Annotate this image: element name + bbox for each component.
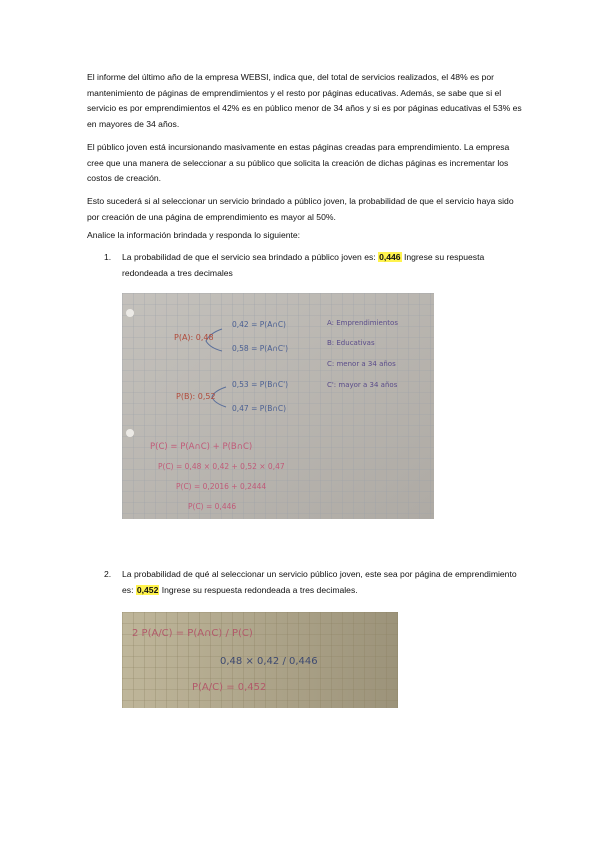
question-text [122,250,524,281]
condition-paragraph: Esto sucederá si al seleccionar un servicio brindado a público joven, la probabilidad de que el servicio haya sido por creación de una página de emprendimiento es mayor al 50%. [87,196,514,222]
tree-top-branch-2: 0,58 = P(A∩C') [232,344,289,353]
question-number: 2. [104,569,112,579]
answer-highlight: 0,446 [379,252,401,262]
question-2 [104,567,524,598]
handwritten-tree-photo [122,293,434,519]
legend-c-prime: C': mayor a 34 años [327,381,398,389]
tree-top-branch-1: 0,42 = P(A∩C) [232,320,286,329]
answer-highlight: 0,452 [136,584,159,595]
question-text [122,567,524,598]
question-prompt: La probabilidad de qué al seleccionar un servicio público joven, este sea por página de emprendimiento es: [122,569,517,595]
tree-top-root: P(A): 0,48 [174,333,214,342]
calc-line-3: P(C) = 0,2016 + 0,2444 [176,482,267,491]
legend-c: C: menor a 34 años [327,360,396,368]
intro-paragraph: El informe del último año de la empresa WEBSI, indica que, del total de servicios realizados, el 48% es por mantenimiento de páginas de emprendimientos y el resto por páginas educativas. Además, se sabe que si el servicio es por emprendimientos el 42% es en público menor de 34 años y si es por páginas educativas el 53% es en mayores de 34 años. [87,72,522,129]
conditional-line-1: 2 P(A/C) = P(A∩C) / P(C) [132,628,253,639]
tree-bottom-root: P(B): 0,52 [176,392,216,401]
legend-b: B: Educativas [327,339,375,347]
tree-bottom-branch-1: 0,53 = P(B∩C') [232,380,289,389]
question-instruction: Ingrese su respuesta redondeada a tres decimales. [159,584,358,595]
conditional-line-2: 0,48 × 0,42 / 0,446 [220,656,318,667]
calc-line-4: P(C) = 0,446 [188,502,237,511]
question-number: 1. [104,252,112,262]
calc-line-1: P(C) = P(A∩C) + P(B∩C) [150,442,253,452]
handwritten-conditional-photo [122,612,398,708]
legend-a: A: Emprendimientos [327,319,398,327]
question-prompt: La probabilidad de que el servicio sea brindado a público joven es: [122,252,379,262]
instruction-paragraph: Analice la información brindada y responda lo siguiente: [87,230,301,240]
context-paragraph: El público joven está incursionando masivamente en estas páginas creadas para emprendimiento. La empresa cree que una manera de seleccionar a su público que solicita la creación de dichas páginas es incrementar los costos de creación. [87,142,510,183]
conditional-line-3: P(A/C) = 0,452 [192,682,267,693]
question-1 [104,250,524,281]
calc-line-2: P(C) = 0,48 × 0,42 + 0,52 × 0,47 [158,462,285,471]
tree-bottom-branch-2: 0,47 = P(B∩C) [232,404,286,413]
question-instruction: Ingrese su respuesta redondeada a tres decimales [122,252,485,278]
